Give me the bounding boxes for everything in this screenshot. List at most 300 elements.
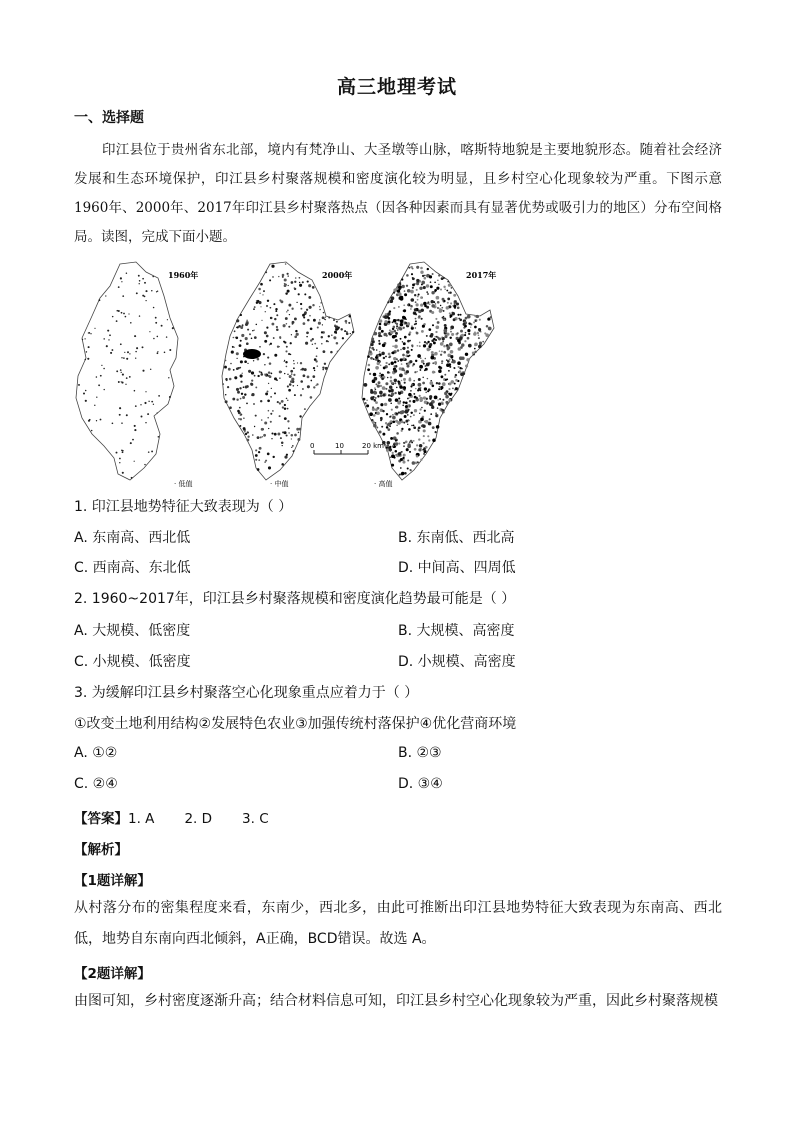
settlement-dot xyxy=(394,361,397,364)
settlement-dot xyxy=(443,277,445,279)
settlement-dot xyxy=(446,333,449,336)
settlement-dot xyxy=(322,369,324,371)
settlement-dot xyxy=(288,427,290,429)
settlement-dot xyxy=(400,358,403,361)
settlement-dot xyxy=(436,382,438,384)
settlement-dot xyxy=(408,393,412,397)
settlement-dot xyxy=(399,286,402,289)
settlement-dot xyxy=(386,449,389,452)
settlement-dot xyxy=(389,329,391,331)
settlement-dot xyxy=(101,365,102,366)
settlement-dot xyxy=(411,325,413,327)
settlement-dot xyxy=(284,278,287,281)
settlement-dot xyxy=(261,372,263,374)
settlement-dot xyxy=(371,347,374,350)
settlement-dot xyxy=(125,384,126,385)
settlement-dot xyxy=(271,438,272,439)
settlement-dot xyxy=(261,419,263,421)
settlement-dot xyxy=(316,383,318,385)
settlement-dot xyxy=(398,382,401,385)
settlement-dot xyxy=(268,371,271,374)
analysis-label: 【解析】 xyxy=(74,842,128,858)
settlement-dot xyxy=(478,337,480,339)
settlement-dot xyxy=(410,412,412,414)
settlement-dot xyxy=(126,377,128,379)
settlement-dot xyxy=(438,388,440,390)
settlement-dot xyxy=(299,282,300,283)
settlement-dot xyxy=(406,350,410,354)
settlement-dot xyxy=(145,300,146,301)
settlement-dot xyxy=(151,450,153,452)
settlement-dot xyxy=(273,303,275,305)
settlement-dot xyxy=(118,381,120,383)
settlement-dot xyxy=(421,318,423,320)
settlement-dot xyxy=(398,306,400,308)
settlement-dot xyxy=(450,302,452,304)
question-3-stem: 3. 为缓解印江县乡村聚落空心化现象重点应着力于（ ） xyxy=(74,685,419,701)
settlement-dot xyxy=(423,302,427,306)
settlement-dot xyxy=(451,287,453,289)
settlement-dot xyxy=(260,400,262,402)
settlement-dot xyxy=(479,319,481,321)
settlement-dot xyxy=(267,300,269,302)
settlement-dot xyxy=(287,374,288,375)
settlement-dot xyxy=(284,284,287,287)
settlement-dot xyxy=(257,375,259,377)
settlement-dot xyxy=(379,319,382,322)
settlement-dot xyxy=(457,314,459,316)
settlement-dot xyxy=(141,416,143,418)
settlement-dot xyxy=(100,375,102,377)
settlement-dot xyxy=(286,311,287,312)
settlement-dot xyxy=(296,302,297,303)
settlement-dot xyxy=(429,418,431,420)
settlement-dot xyxy=(257,468,260,471)
settlement-dot xyxy=(478,345,482,349)
settlement-dot xyxy=(441,375,444,378)
settlement-dot xyxy=(450,328,452,330)
settlement-dot xyxy=(287,408,289,410)
settlement-dot xyxy=(306,336,308,338)
settlement-dot xyxy=(304,293,306,295)
settlement-dot xyxy=(300,303,302,305)
settlement-dot xyxy=(110,352,112,354)
settlement-dot xyxy=(388,398,392,402)
settlement-dot xyxy=(279,415,281,417)
settlement-dot xyxy=(432,273,434,275)
settlement-dot xyxy=(242,373,243,374)
question-2-option-c[interactable]: C. 小规模、低密度 xyxy=(74,654,191,670)
settlement-dot xyxy=(322,316,323,317)
settlement-dot xyxy=(265,460,267,462)
settlement-dot xyxy=(331,334,333,336)
settlement-dot xyxy=(397,401,401,405)
settlement-dot xyxy=(445,401,448,404)
settlement-dot xyxy=(450,350,454,354)
settlement-dot xyxy=(419,444,423,448)
settlement-dot xyxy=(410,390,412,392)
settlement-dot xyxy=(394,392,396,394)
settlement-dot xyxy=(130,442,132,444)
settlement-dot xyxy=(240,360,243,363)
settlement-dot xyxy=(118,286,120,288)
settlement-dot xyxy=(392,335,396,339)
settlement-dot xyxy=(409,331,411,333)
settlement-dot xyxy=(291,308,293,310)
settlement-dot xyxy=(89,419,91,421)
settlement-dot xyxy=(379,431,382,434)
settlement-dot xyxy=(96,397,97,398)
settlement-dot xyxy=(380,403,383,406)
settlement-dot xyxy=(270,413,272,415)
settlement-dot xyxy=(259,371,261,373)
settlement-dot xyxy=(399,367,402,370)
settlement-dot xyxy=(262,436,263,437)
settlement-dot xyxy=(397,360,399,362)
settlement-dot xyxy=(400,467,402,469)
settlement-dot xyxy=(116,370,118,372)
settlement-dot xyxy=(425,358,427,360)
settlement-dot xyxy=(374,387,376,389)
settlement-dot xyxy=(122,450,123,451)
settlement-dot xyxy=(151,401,153,403)
question-1-option-c[interactable]: C. 西南高、东北低 xyxy=(74,560,191,576)
question-1-option-b[interactable]: B. 东南低、西北高 xyxy=(398,530,515,546)
settlement-dot xyxy=(260,373,263,376)
legend-high: · 高值 xyxy=(374,480,393,488)
settlement-dot xyxy=(251,393,254,396)
settlement-dot xyxy=(372,340,375,343)
settlement-dot xyxy=(407,467,409,469)
settlement-dot xyxy=(393,292,395,294)
settlement-dot xyxy=(164,352,166,354)
settlement-dot xyxy=(432,385,435,388)
settlement-dot xyxy=(388,394,390,396)
settlement-dot xyxy=(140,404,141,405)
settlement-dot xyxy=(310,339,312,341)
settlement-dot xyxy=(240,381,242,383)
settlement-dot xyxy=(408,420,410,422)
settlement-dot xyxy=(277,346,279,348)
settlement-dot xyxy=(452,327,454,329)
settlement-dot xyxy=(391,454,395,458)
settlement-dot xyxy=(402,347,405,350)
settlement-dot xyxy=(478,328,481,331)
settlement-dot xyxy=(429,303,431,305)
settlement-dot xyxy=(121,281,122,282)
settlement-dot xyxy=(131,477,133,479)
settlement-dot xyxy=(423,396,426,399)
settlement-dot xyxy=(385,388,387,390)
settlement-dot xyxy=(432,371,435,374)
settlement-dot xyxy=(408,379,411,382)
settlement-dot xyxy=(118,310,120,312)
settlement-dot xyxy=(379,360,381,362)
settlement-dot xyxy=(297,438,300,441)
settlement-dot xyxy=(429,402,433,406)
settlement-dot xyxy=(466,358,469,361)
settlement-dot xyxy=(405,322,407,324)
settlement-dot xyxy=(374,422,376,424)
settlement-dot xyxy=(392,351,395,354)
settlement-dot xyxy=(254,375,256,377)
settlement-dot xyxy=(380,394,383,397)
settlement-dot xyxy=(119,407,121,409)
question-3-option-d[interactable]: D. ③④ xyxy=(398,776,443,792)
settlement-dot xyxy=(301,368,304,371)
settlement-dot xyxy=(402,341,403,342)
question-2-option-d[interactable]: D. 小规模、高密度 xyxy=(398,654,516,670)
settlement-dot xyxy=(412,400,415,403)
settlement-dot xyxy=(144,282,146,284)
settlement-dot xyxy=(410,440,413,443)
settlement-dot xyxy=(237,391,240,394)
settlement-dot xyxy=(396,413,398,415)
passage-text: 印江县位于贵州省东北部，境内有梵净山、大圣墩等山脉，喀斯特地貌是主要地貌形态。随着社会经济发展和生态环境保护，印江县乡村聚落规模和密度演化较为明显，且乡村空心化现象较为严重。下图示意 1960年、2000年、2017年印江县乡村聚落热点（因各种因素而具有显著优势或吸引力的地区）分布空间格局。读图，完成下面小题。 xyxy=(74,142,722,245)
settlement-dot xyxy=(148,401,149,402)
settlement-dot xyxy=(409,400,411,402)
settlement-dot xyxy=(119,414,121,416)
settlement-dot xyxy=(256,300,258,302)
settlement-dot xyxy=(422,377,423,378)
settlement-dot xyxy=(393,365,395,367)
settlement-dot xyxy=(267,399,270,402)
settlement-dot xyxy=(437,336,439,338)
settlement-dot xyxy=(313,386,315,388)
settlement-dot xyxy=(330,351,333,354)
settlement-dot xyxy=(380,419,382,421)
settlement-dot xyxy=(265,374,267,376)
settlement-dot xyxy=(422,275,424,277)
settlement-dot xyxy=(407,340,410,343)
settlement-dot xyxy=(388,389,390,391)
settlement-dot xyxy=(427,378,428,379)
settlement-dot xyxy=(299,284,302,287)
settlement-dot xyxy=(440,386,443,389)
settlement-dot xyxy=(453,318,456,321)
settlement-dot xyxy=(287,273,289,275)
settlement-dot xyxy=(380,385,382,387)
settlement-dot xyxy=(323,350,326,353)
settlement-dot xyxy=(245,386,248,389)
settlement-dot xyxy=(414,448,417,451)
settlement-dot xyxy=(225,360,227,362)
settlement-dot xyxy=(293,360,294,361)
settlement-dot xyxy=(437,301,440,304)
settlement-dot xyxy=(422,382,425,385)
settlement-dot xyxy=(262,294,263,295)
settlement-dot xyxy=(405,410,409,414)
settlement-dot xyxy=(419,287,422,290)
settlement-dot xyxy=(270,421,272,423)
settlement-dot xyxy=(172,327,174,329)
settlement-dot xyxy=(373,414,376,417)
settlement-dot xyxy=(423,286,426,289)
settlement-dot xyxy=(322,366,324,368)
question-3-option-c[interactable]: C. ②④ xyxy=(74,776,118,792)
settlement-dot xyxy=(337,351,338,352)
settlement-dot xyxy=(376,412,380,416)
settlement-dot xyxy=(271,388,272,389)
settlement-dot xyxy=(412,277,415,280)
settlement-dot xyxy=(426,335,428,337)
settlement-dot xyxy=(284,417,287,420)
settlement-dot xyxy=(265,311,266,312)
settlement-dot xyxy=(397,319,399,321)
settlement-dot xyxy=(267,357,269,359)
settlement-dot xyxy=(442,317,444,319)
settlement-dot xyxy=(395,406,398,409)
settlement-dot xyxy=(388,353,391,356)
settlement-dot xyxy=(428,439,430,441)
settlement-dot xyxy=(305,342,308,345)
question-1-option-a[interactable]: A. 东南高、西北低 xyxy=(74,530,191,546)
settlement-dot xyxy=(375,397,376,398)
settlement-dot xyxy=(116,452,118,454)
settlement-dot xyxy=(153,307,155,309)
settlement-dot xyxy=(396,425,397,426)
question-2-option-b[interactable]: B. 大规模、高密度 xyxy=(398,623,515,639)
settlement-dot xyxy=(393,319,396,322)
settlement-dot xyxy=(390,380,393,383)
settlement-dot xyxy=(321,336,323,338)
settlement-dot xyxy=(239,344,242,347)
detail-1-label: 【1题详解】 xyxy=(74,873,151,889)
settlement-dot xyxy=(397,349,399,351)
settlement-dot xyxy=(415,360,417,362)
settlement-dot xyxy=(403,309,406,312)
settlement-dot xyxy=(408,428,411,431)
settlement-dot xyxy=(242,396,245,399)
settlement-dot xyxy=(392,420,395,423)
settlement-dot xyxy=(281,400,284,403)
settlement-dot xyxy=(94,405,95,406)
settlement-dot xyxy=(121,372,122,373)
question-1-stem: 1. 印江县地势特征大致表现为（ ） xyxy=(74,499,293,515)
settlement-dot xyxy=(413,426,416,429)
settlement-dot xyxy=(257,436,260,439)
settlement-dot xyxy=(435,318,437,320)
settlement-dot xyxy=(377,395,379,397)
settlement-dot xyxy=(289,383,292,386)
settlement-dot xyxy=(312,375,315,378)
question-3-option-b[interactable]: B. ②③ xyxy=(398,745,442,761)
settlement-dot xyxy=(151,290,152,291)
settlement-dot xyxy=(229,378,232,381)
settlement-dot xyxy=(410,416,412,418)
settlement-dot xyxy=(382,394,385,397)
settlement-dot xyxy=(459,356,463,360)
settlement-dot xyxy=(435,303,437,305)
settlement-dot xyxy=(447,302,449,304)
settlement-dot xyxy=(406,274,409,277)
settlement-dot xyxy=(378,334,381,337)
settlement-dot xyxy=(276,326,278,328)
settlement-dot xyxy=(373,358,375,360)
settlement-dot xyxy=(246,342,249,345)
settlement-dot xyxy=(135,351,136,352)
settlement-dot xyxy=(372,421,375,424)
settlement-dot xyxy=(284,373,285,374)
settlement-dot xyxy=(371,343,374,346)
settlement-dot xyxy=(313,367,315,369)
settlement-dot xyxy=(400,338,402,340)
settlement-dot xyxy=(244,393,246,395)
settlement-dot xyxy=(425,420,428,423)
settlement-dot xyxy=(252,434,254,436)
settlement-dot xyxy=(240,340,242,342)
settlement-dot xyxy=(387,441,391,445)
settlement-dot xyxy=(291,334,292,335)
settlement-dot xyxy=(393,326,396,329)
settlement-dot xyxy=(459,318,462,321)
settlement-dot xyxy=(375,366,379,370)
detail-2-text: 由图可知，乡村密度逐渐升高；结合材料信息可知，印江县乡村空心化现象较为严重，因此乡村聚落规模 xyxy=(74,993,718,1009)
settlement-dot xyxy=(455,374,457,376)
settlement-dot xyxy=(434,289,437,292)
settlement-dot xyxy=(475,320,477,322)
settlement-dot xyxy=(364,402,366,404)
settlement-dot xyxy=(134,429,136,431)
settlement-dot xyxy=(424,277,427,280)
settlement-dot xyxy=(346,333,349,336)
settlement-dot xyxy=(437,321,440,324)
settlement-dot xyxy=(390,389,394,393)
settlement-dot xyxy=(267,453,270,456)
settlement-dot xyxy=(402,354,405,357)
settlement-dot xyxy=(432,324,434,326)
settlement-dot xyxy=(292,321,295,324)
settlement-dot xyxy=(324,363,326,365)
settlement-dot xyxy=(387,377,389,379)
settlement-dot xyxy=(465,353,468,356)
settlement-dot xyxy=(442,382,446,386)
question-1-option-d[interactable]: D. 中间高、四周低 xyxy=(398,560,516,576)
section-heading: 一、选择题 xyxy=(74,110,144,126)
settlement-dot xyxy=(424,275,426,277)
settlement-dot xyxy=(380,364,382,366)
settlement-dot xyxy=(402,316,405,319)
settlement-dot xyxy=(426,342,429,345)
settlement-dot xyxy=(340,328,342,330)
settlement-dot xyxy=(282,406,284,408)
settlement-dot xyxy=(130,322,132,324)
settlement-dot xyxy=(452,312,455,315)
settlement-dot xyxy=(416,455,419,458)
settlement-dot xyxy=(237,410,240,413)
settlement-dot xyxy=(411,425,412,426)
settlement-dot xyxy=(415,320,417,322)
question-3-option-a[interactable]: A. ①② xyxy=(74,745,118,761)
settlement-dot xyxy=(139,280,141,282)
settlement-dot xyxy=(253,330,254,331)
settlement-dot xyxy=(443,286,445,288)
settlement-dot xyxy=(411,344,413,346)
settlement-dot xyxy=(287,385,289,387)
settlement-dot xyxy=(424,410,426,412)
settlement-dot xyxy=(392,382,394,384)
settlement-dot xyxy=(387,301,389,303)
settlement-dot xyxy=(348,322,350,324)
settlement-dot xyxy=(418,430,420,432)
settlement-dot xyxy=(121,381,122,382)
settlement-dot xyxy=(389,385,392,388)
settlement-dot xyxy=(240,418,242,420)
settlement-dot xyxy=(258,451,260,453)
question-2-option-a[interactable]: A. 大规模、低密度 xyxy=(74,623,191,639)
settlement-dot xyxy=(416,444,418,446)
settlement-dot xyxy=(328,316,330,318)
